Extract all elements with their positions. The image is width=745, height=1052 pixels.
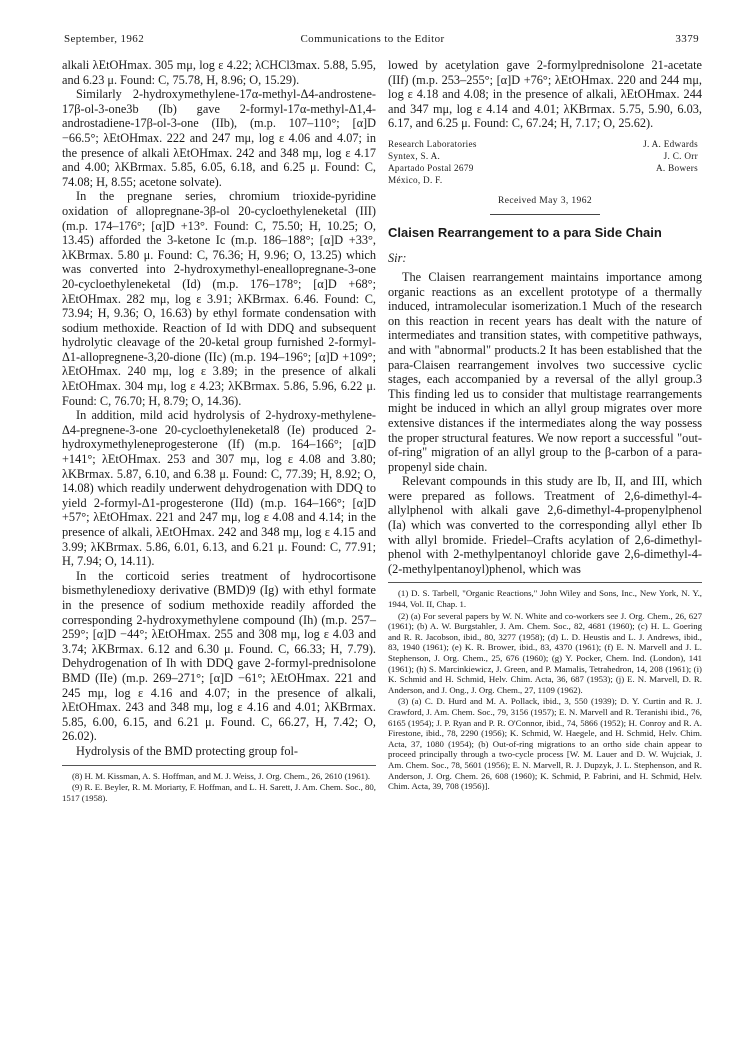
page-number: 3379 [675, 33, 699, 45]
affiliation-line: Apartado Postal 2679 [388, 162, 474, 173]
footnote: (9) R. E. Beyler, R. M. Moriarty, F. Hoffman, and L. H. Sarett, J. Am. Chem. Soc., 80, 1517 (1958). [62, 782, 376, 803]
journal-date: September, 1962 [64, 33, 145, 45]
affiliation-line: Syntex, S. A. [388, 150, 441, 161]
paragraph: Hydrolysis of the BMD protecting group fol- [76, 743, 298, 758]
affiliation-row [388, 163, 702, 175]
article-title: Claisen Rearrangement to a para Side Chain [388, 224, 662, 240]
paragraph: In the pregnane series, chromium trioxide-pyridine oxidation of allopregnane-3β-ol 20-cycloethyleneketal (III) (m.p. 174–176°; [α]D +13°. Found: C, 75.50; H, 10.25; O, 13.45) afforded the 3-ketone Ic (m.p. 186–188°; [α]D +33°, λKBrmax. 5.80 μ. Found: C, 76.36; H, 9.96; O, 13.25) which was converted into 2-hydroxymethyl-eneallopregnane-3-one 20-cycloethyleneketal (Id) (m.p. 176–178°; [α]D +68°; λEtOHmax. 282 mμ, log ε 3.91; λKBrmax. 6.46. Found: C, 73.94; H, 9.36; O, 16.63) by ethyl formate condensation with sodium methoxide. Reaction of Id with DDQ and subsequent hydrolytic cleavage of the 20-ketal group furnished 2-formyl-Δ1-allopregnene-3,20-dione (IIc) (m.p. 194–196°; [α]D +109°; λEtOHmax. 240 mμ, log ε 3.89; in the presence of alkali λEtOHmax. 304 mμ, log ε 4.23; λKBrmax. 5.86, 5.96, 6.22 μ. Found: C, 76.70; H, 8.79; O, 14.36). [62, 189, 376, 408]
footnote: (1) D. S. Tarbell, "Organic Reactions," John Wiley and Sons, Inc., New York, N. Y., 1944, Vol. II, Chap. 1. [388, 588, 702, 610]
author-name: J. A. Edwards [643, 138, 698, 149]
footnote: (3) (a) C. D. Hurd and M. A. Pollack, ibid., 3, 550 (1939); D. Y. Curtin and R. J. Crawford, J. Am. Chem. Soc., 79, 3156 (1957); E. N. Marvell and R. Teranishi ibid., 76, 6165 (1954); J. P. Ryan and P. R. O'Connor, ibid., 74, 5866 (1952); H. Conroy and R. A. Firestone, ibid., 78, 2290 (1956); K. Schmid, W. Haegele, and H. Schmid, Helv. Chim. Acta, 37, 1080 (1954); (b) Out-of-ring migrations to an ortho side chain appear to proceed principally through a two-cycle process [W. M. Lauer and D. W. Wujciak, J. Am. Chem. Soc., 78, 5601 (1956); E. N. Marvell, R. J. Dupzyk, J. L. Stephenson, and R. Anderson, J. Org. Chem. 26, 608 (1960); K. Schmid, P. Fabrini, and H. Schmid, Helv. Chim. Acta, 39, 708 (1956)]. [388, 696, 702, 792]
received-date: Received May 3, 1962 [497, 195, 592, 206]
author-name: J. C. Orr [663, 150, 698, 161]
footnote-divider [388, 582, 702, 583]
running-head [0, 33, 745, 49]
paragraph: In the corticoid series treatment of hydrocortisone bismethylenedioxy derivative (BMD)9 (Ig) with ethyl formate in the presence of sodium methoxide readily afforded the corresponding 2-hydroxymethylene compound (Ih) (m.p. 257–259°; [α]D −44°; λEtOHmax. 255 and 308 mμ, log ε 4.03 and 3.74; λKBrmax. 6.12 and 6.30 μ. Found. C, 66.33; H, 7.79). Dehydrogenation of Ih with DDQ gave 2-formyl-prednisolone BMD (IIe) (m.p. 269–271°; [α]D −61°; λEtOHmax. 221 and 245 mμ, log ε 4.16 and 4.07; in the presence of alkali, λEtOHmax. 243 and 348 mμ, log ε 4.16 and 4.01; λKBrmax. 5.85, 6.00, 6.15, and 6.21 μ. Found. C, 66.27, H, 7.42; O, 26.02). [62, 568, 376, 744]
section-title: Communications to the Editor [300, 33, 445, 45]
right-column [388, 58, 702, 793]
paragraph: lowed by acetylation gave 2-formylprednisolone 21-acetate (IIf) (m.p. 253–255°; [α]D +76°; λEtOHmax. 220 and 244 mμ, log ε 4.18 and 4.08; in the presence of alkali, λEtOHmax. 244 and 347 mμ, log ε 4.14 and 4.01; λKBrmax. 5.75, 5.90, 6.03, 6.17, and 6.25 μ. Found: C, 67.24; H, 7.17; O, 25.62). [388, 58, 702, 131]
footnote-divider [62, 765, 376, 766]
affiliation-block [388, 139, 702, 187]
paragraph: Relevant compounds in this study are Ib, II, and III, which were prepared as follows. Treatment of 2,6-dimethyl-4-allylphenol with alkali gave 2,6-dimethyl-4-propenylphenol (Ia) which was converted to the corresponding allyl ether Ib with allyl bromide. Friedel–Crafts acylation of 2,6-dimethyl-phenol with 2-methylpentanoyl chloride gave 2,6-dimethyl-4-(2-methylpentanoyl)phenol, which was [388, 474, 702, 576]
affiliation-row [388, 151, 702, 163]
paragraph: alkali λEtOHmax. 305 mμ, log ε 4.22; λCHCl3max. 5.88, 5.95, and 6.23 μ. Found: C, 75.78, H, 8.96; O, 15.29). [62, 58, 376, 87]
paragraph: Similarly 2-hydroxymethylene-17α-methyl-Δ4-androstene-17β-ol-3-one3b (Ib) gave 2-formyl-17α-methyl-Δ1,4-androstadiene-17β-ol-3-one (IIb), (m.p. 107–110°; [α]D −66.5°; λEtOHmax. 222 and 247 mμ, log ε 4.06 and 4.07; in the presence of alkali λEtOHmax. 242 and 348 mμ, log ε 4.17 and 4.00; λKBrmax. 5.85, 6.05, 6.18, and 6.25 μ. Found: C, 74.08; H, 8.55; acetone solvate). [62, 87, 376, 189]
section-divider [490, 214, 600, 215]
author-name: A. Bowers [656, 162, 698, 173]
affiliation-line: México, D. F. [388, 174, 443, 185]
salutation: Sir: [388, 250, 407, 265]
affiliation-row [388, 175, 702, 187]
left-column [62, 58, 376, 804]
affiliation-line: Research Laboratories [388, 138, 477, 149]
footnote: (2) (a) For several papers by W. N. White and co-workers see J. Org. Chem., 26, 627 (1961); (b) A. W. Burgstahler, J. Am. Chem. Soc., 82, 4681 (1960); (c) H. L. Goering and R. R. Jacobson, ibid., 80, 3277 (1958); (d) L. D. Heustis and L. J. Andrews, ibid., 83, 1940 (1961); (e) K. R. Brower, ibid., 83, 4370 (1961); (f) E. N. Marvell and J. L. Stephenson, J. Org. Chem., 25, 676 (1960); (g) Y. Pocker, Chem. Ind. (London), 141 (1961); (h) S. Marcinkiewicz, J. Green, and P. Mamalis, Tetrahedron, 14, 208 (1961); (i) K. Schmid and H. Schmid, Helv. Chim. Acta, 36, 687 (1953); (j) E. N. Marvell, D. R. Anderson, and J. Ong., J. Org. Chem., 27, 1109 (1962). [388, 610, 702, 695]
paragraph: In addition, mild acid hydrolysis of 2-hydroxy-methylene-Δ4-pregnene-3-one 20-cycloethyleneketal8 (Ie) produced 2-hydroxymethyleneprogesterone (If) (m.p. 164–166°; [α]D +141°; λEtOHmax. 253 and 307 mμ, log ε 4.08 and 3.80; λKBrmax. 5.87, 6.10, and 6.38 μ. Found: C, 77.39; H, 8.92; O, 14.08) which readily underwent dehydrogenation with DDQ to yield 2-formyl-Δ1-progesterone (IId) (m.p. 164–166°; [α]D +57°; λEtOHmax. 221 and 247 mμ, log ε 4.08 and 4.14; in the presence of alkali, λEtOHmax. 242 and 348 mμ, log ε 4.15 and 3.99; λKBrmax. 5.86, 6.01, 6.13, and 6.21 μ. Found: C, 77.91; H, 7.94; O, 14.11). [62, 408, 376, 569]
affiliation-row [388, 139, 702, 151]
footnote: (8) H. M. Kissman, A. S. Hoffman, and M. J. Weiss, J. Org. Chem., 26, 2610 (1961). [72, 770, 371, 781]
paragraph: The Claisen rearrangement maintains importance among organic reactions as an excellent prototype of a thermally induced, intramolecular isomerization.1 Much of the research on this reaction in recent years has dealt with the nature of intermediates and transition states, with competitive pathways, and with "abnormal" products.2 It has been established that the para-Claisen rearrangement involves two successive cyclic stages, each accompanied by a reversal of the allyl group.3 This finding led us to consider that multistage rearrangements might be induced in which an allyl group migrates over more extensive distances if the intermediates along the way possess the proper structural features. We now report a successful "out-of-ring" migration of an allyl group to the β-carbon of a para-propenyl side chain. [388, 269, 702, 474]
